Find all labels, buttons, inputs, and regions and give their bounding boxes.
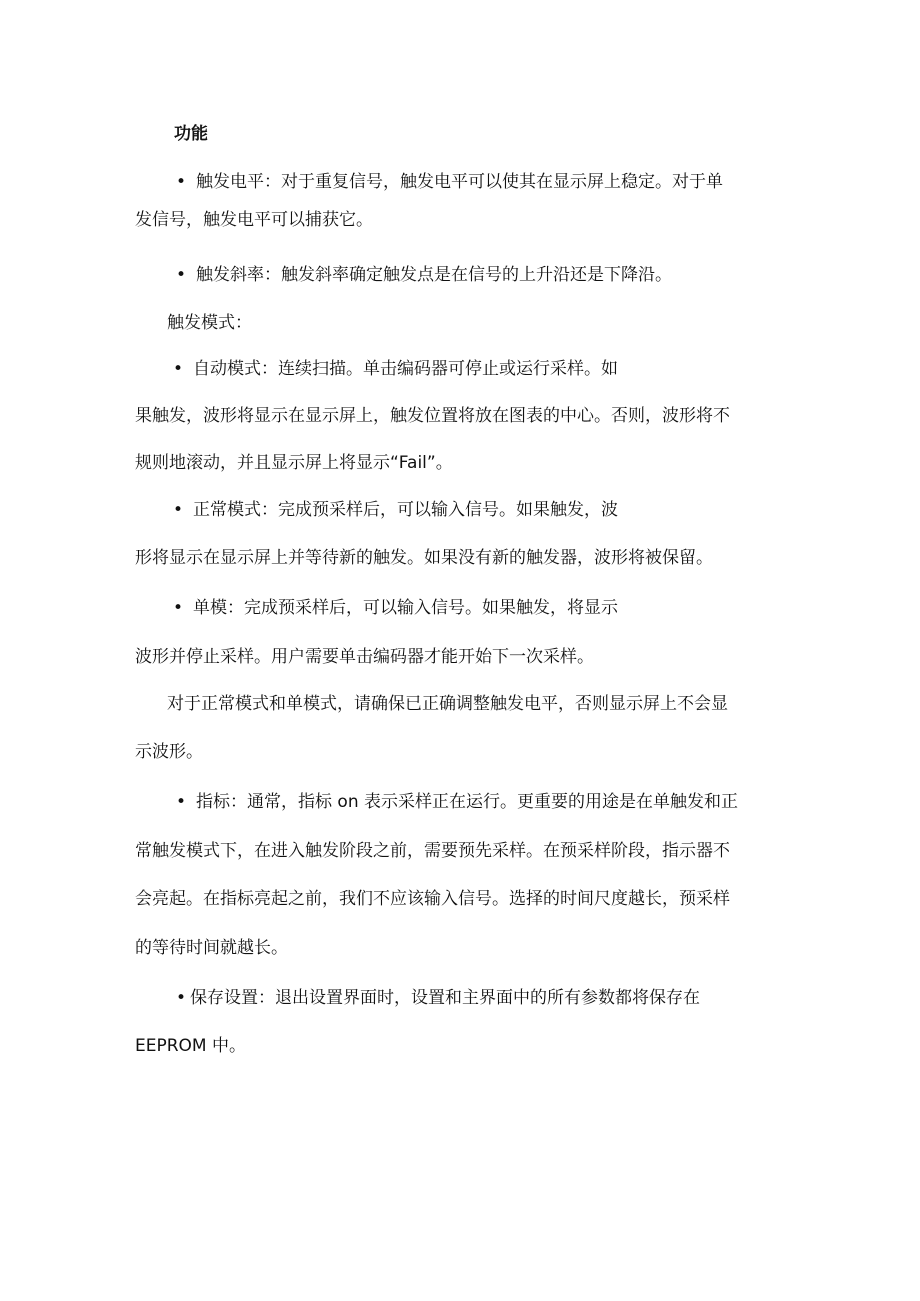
bullet-single-mode bbox=[173, 596, 618, 620]
text-line: 形将显示在显示屏上并等待新的触发。如果没有新的触发器，波形将被保留。 bbox=[135, 548, 713, 568]
section-heading: 功能 bbox=[174, 124, 208, 144]
bullet-icon: • bbox=[176, 172, 187, 192]
text-line: 果触发，波形将显示在显示屏上，触发位置将放在图表的中心。否则，波形将不 bbox=[135, 406, 730, 426]
bullet-icon: • bbox=[176, 792, 187, 812]
text-line: 指标：通常，指标 on 表示采样正在运行。更重要的用途是在单触发和正 bbox=[196, 792, 739, 812]
bullet-normal-mode bbox=[173, 498, 618, 522]
text-line: 触发斜率：触发斜率确定触发点是在信号的上升沿还是下降沿。 bbox=[196, 265, 673, 285]
bullet-trigger-level bbox=[176, 170, 723, 194]
text-line: EEPROM 中。 bbox=[135, 1036, 246, 1056]
text-line: 对于正常模式和单模式，请确保已正确调整触发电平，否则显示屏上不会显 bbox=[167, 694, 728, 714]
bullet-trigger-slope bbox=[176, 263, 672, 287]
trigger-mode-label: 触发模式： bbox=[167, 313, 252, 333]
text-line: 的等待时间就越长。 bbox=[135, 938, 288, 958]
bullet-auto-mode bbox=[173, 357, 618, 381]
bullet-save-settings bbox=[176, 986, 700, 1010]
text-line: 规则地滚动，并且显示屏上将显示“Fail”。 bbox=[135, 453, 453, 473]
text-line: 波形并停止采样。用户需要单击编码器才能开始下一次采样。 bbox=[135, 647, 594, 667]
text-line: 触发电平：对于重复信号，触发电平可以使其在显示屏上稳定。对于单 bbox=[196, 172, 724, 192]
text-line: 会亮起。在指标亮起之前，我们不应该输入信号。选择的时间尺度越长，预采样 bbox=[135, 889, 730, 909]
bullet-icon: • bbox=[173, 500, 184, 520]
bullet-icon: • bbox=[176, 265, 187, 285]
text-line: 单模：完成预采样后，可以输入信号。如果触发，将显示 bbox=[193, 598, 619, 618]
text-line: 常触发模式下，在进入触发阶段之前，需要预先采样。在预采样阶段，指示器不 bbox=[135, 841, 730, 861]
text-line: 保存设置：退出设置界面时，设置和主界面中的所有参数都将保存在 bbox=[190, 988, 701, 1008]
bullet-icon: • bbox=[176, 988, 187, 1008]
text-line: 示波形。 bbox=[135, 742, 203, 762]
bullet-icon: • bbox=[173, 359, 184, 379]
text-line: 发信号，触发电平可以捕获它。 bbox=[135, 210, 373, 230]
bullet-indicator bbox=[176, 790, 738, 814]
bullet-icon: • bbox=[173, 598, 184, 618]
text-line: 正常模式：完成预采样后，可以输入信号。如果触发，波 bbox=[193, 500, 619, 520]
text-line: 自动模式：连续扫描。单击编码器可停止或运行采样。如 bbox=[193, 359, 619, 379]
